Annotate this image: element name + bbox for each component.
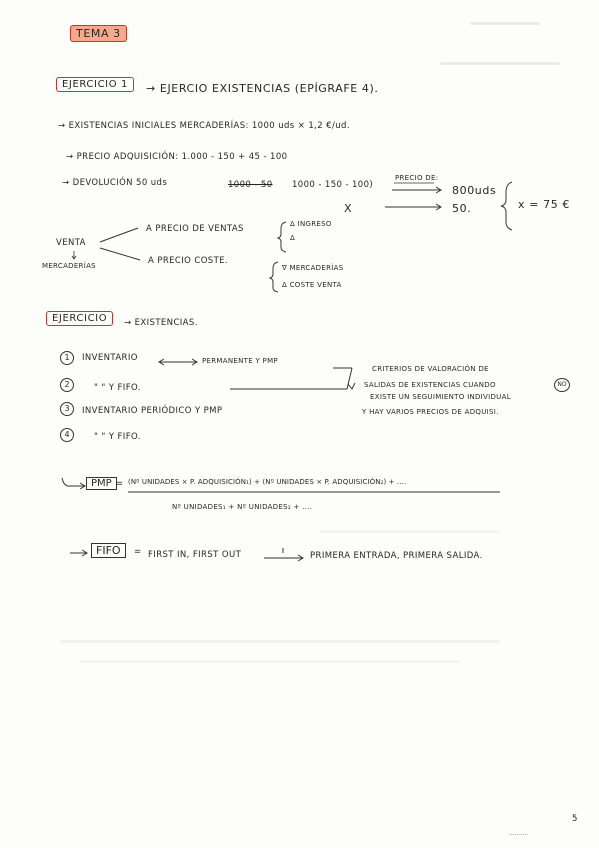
criteria-line-4: Y HAY VARIOS PRECIOS DE ADQUISI. (362, 408, 499, 416)
item-4-text: " " Y FIFO. (94, 432, 141, 442)
criteria-line-3: EXISTE UN SEGUIMIENTO INDIVIDUAL (370, 393, 511, 401)
criteria-line-2: SALIDAS DE EXISTENCIAS CUANDO (364, 381, 496, 389)
item-3-text: INVENTARIO PERIÓDICO Y PMP (82, 406, 223, 416)
branch-cost-sales: Δ COSTE VENTA (282, 281, 342, 289)
item-number-2: 2 (60, 378, 74, 392)
acquisition-price-line: → PRECIO ADQUISICIÓN: 1.000 - 150 + 45 - 100 (66, 152, 288, 162)
return-formula: 1000 - 150 - 100) (292, 180, 374, 190)
footer-watermark: ·········· (509, 832, 529, 839)
unknown-x: X (344, 202, 353, 215)
exercise-1-tag: EJERCICIO 1 (56, 77, 134, 92)
item-2-text: " " Y FIFO. (94, 383, 141, 393)
return-line: → DEVOLUCIÓN 50 uds (62, 178, 168, 188)
fifo-label: FIFO (91, 543, 126, 558)
fifo-equals: = (134, 547, 142, 557)
pmp-label: PMP (86, 477, 117, 490)
initial-stock-line: → EXISTENCIAS INICIALES MERCADERÍAS: 1000 uds × 1,2 €/ud. (58, 121, 350, 131)
item-number-3: 3 (60, 402, 74, 416)
fifo-translation: PRIMERA ENTRADA, PRIMERA SALIDA. (310, 551, 483, 561)
item-1-tail: PERMANENTE Y PMP (202, 357, 278, 365)
topic-badge: TEMA 3 (70, 25, 127, 42)
precio-de-label: PRECIO DE: (395, 174, 439, 182)
exercise-2-heading: → EXISTENCIAS. (124, 318, 198, 328)
pmp-denominator: Nº UNIDADES₁ + Nº UNIDADES₂ + .... (172, 503, 313, 511)
mercaderias-label: MERCADERÍAS (42, 262, 96, 270)
exercise-2-tag: EJERCICIO (46, 311, 113, 326)
item-number-1: 1 (60, 351, 74, 365)
pmp-numerator: (Nº UNIDADES × P. ADQUISICIÓN₁) + (Nº UNIDADES × P. ADQUISICIÓN₂) + .... (128, 478, 407, 486)
exercise-1-heading: → EJERCIO EXISTENCIAS (EPÍGRAFE 4). (146, 82, 379, 95)
item-number-4: 4 (60, 428, 74, 442)
fifo-expansion: FIRST IN, FIRST OUT (148, 550, 242, 560)
pmp-equals: = (116, 479, 124, 489)
result-value: x = 75 € (518, 198, 571, 211)
branch-sale-income: Δ INGRESO (290, 220, 332, 228)
branch-cost-price: A PRECIO COSTE. (148, 256, 229, 266)
branch-sale-delta: Δ (290, 234, 296, 242)
branch-cost-goods: ∇ MERCADERÍAS (282, 264, 344, 272)
item-1-text: INVENTARIO (82, 353, 138, 363)
criteria-line-1: CRITERIOS DE VALORACIÓN DE (372, 365, 489, 373)
page-number: 5 (572, 814, 578, 824)
units-bottom: 50. (452, 202, 472, 215)
struck-value: 1000 - 50 (228, 180, 273, 190)
branch-sale-price: A PRECIO DE VENTAS (146, 224, 244, 234)
criteria-no-circle: NO (554, 378, 570, 392)
units-top: 800uds (452, 184, 497, 197)
venta-label: VENTA (56, 238, 86, 248)
